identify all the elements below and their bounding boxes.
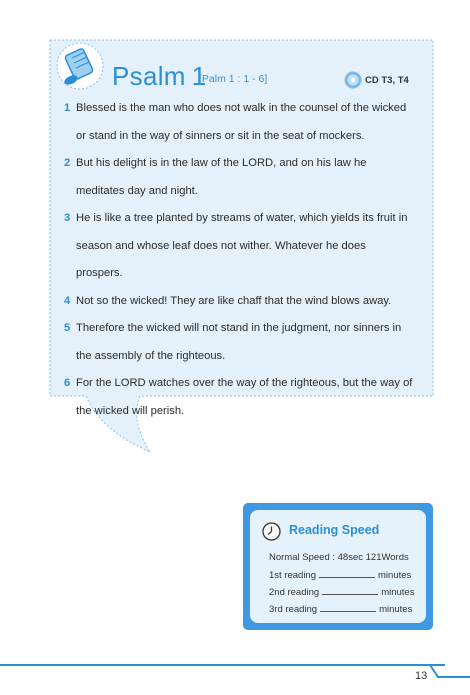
reading-speed-box (243, 503, 433, 630)
reading-speed-title: Reading Speed (289, 523, 380, 537)
reading-row-2 (269, 586, 414, 598)
page-number: 13 (415, 670, 428, 682)
time-blank[interactable] (322, 586, 378, 595)
cd-track-badge (344, 71, 409, 89)
reading-label: 2nd reading (269, 587, 320, 598)
verse-number: 6 (64, 377, 71, 389)
time-blank[interactable] (320, 603, 376, 612)
verse-text: Therefore the wicked will not stand in the judgment, nor sinners in the assembly of the righteous. (76, 322, 402, 362)
time-blank[interactable] (319, 569, 375, 578)
reading-row-1 (269, 569, 411, 581)
page-title (112, 61, 207, 92)
verse-text: He is like a tree planted by streams of water, which yields its fruit in season and whose leaf does not wither. Whatever he does prospers. (76, 212, 408, 279)
verse-number: 2 (64, 157, 71, 169)
verse-number: 4 (64, 294, 71, 307)
reading-label: 1st reading (269, 570, 317, 581)
cd-track-label: CD T3, T4 (365, 75, 409, 86)
verse-number: 3 (64, 212, 71, 224)
scroll-icon (55, 40, 105, 92)
reading-label: 3rd reading (269, 604, 318, 615)
cd-icon (344, 71, 362, 89)
verse-2 (64, 150, 414, 205)
reading-row-3 (269, 603, 412, 615)
verse-text: But his delight is in the law of the LORD, and on his law he meditates day and night. (76, 157, 367, 197)
verse-list (64, 95, 414, 425)
reading-speed-panel (250, 510, 426, 623)
scripture-reference: [Palm 1 : 1 - 6] (199, 73, 268, 85)
reading-unit: minutes (379, 604, 413, 615)
verse-text: For the LORD watches over the way of the righteous, but the way of the wicked will perish. (76, 377, 413, 417)
verse-number: 1 (64, 102, 71, 114)
verse-3 (64, 205, 414, 288)
reading-unit: minutes (381, 587, 415, 598)
verse-number: 5 (64, 322, 71, 334)
footer-rule (0, 664, 445, 666)
verse-text: Not so the wicked! They are like chaff that the wind blows away. (76, 294, 392, 307)
title-number: 1 (191, 61, 207, 91)
reading-unit: minutes (378, 570, 412, 581)
footer-tab (430, 660, 470, 680)
verse-text: Blessed is the man who does not walk in the counsel of the wicked or stand in the way of sinners or sit in the seat of mockers. (76, 102, 407, 142)
verse-6 (64, 370, 414, 425)
verse-5 (64, 315, 414, 370)
normal-speed: Normal Speed : 48sec 121Words (269, 552, 409, 563)
clock-icon (262, 522, 281, 541)
verse-4 (64, 288, 414, 316)
verse-1 (64, 95, 414, 150)
title-word: Psalm (112, 61, 186, 91)
